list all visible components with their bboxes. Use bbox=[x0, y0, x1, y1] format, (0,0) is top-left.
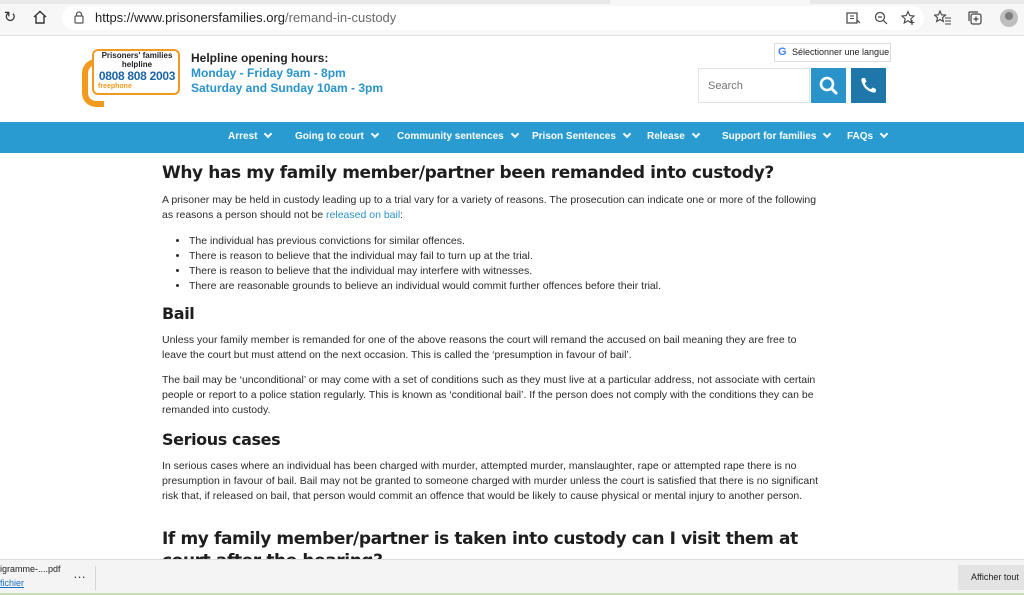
phone-icon bbox=[851, 68, 886, 103]
helpline-hours bbox=[191, 51, 383, 96]
chevron-down-icon bbox=[371, 130, 379, 138]
nav-item-label: Going to court bbox=[295, 131, 364, 142]
serious-cases-paragraph: In serious cases where an individual has been charged with murder, attempted murder, manslaughter, rape or attempted rape there is no presumption in favour of bail. Bail may not be granted to someone charged with murder unless the court is satisfied that there is no significant risk that, if released on bail, that person would commit an offence that would be likely to cause physical or mental injury to another person. bbox=[162, 460, 819, 502]
zoom-out-icon[interactable] bbox=[873, 10, 889, 26]
helpline-weekday: Monday - Friday 9am - 8pm bbox=[191, 66, 346, 80]
nav-item-faqs[interactable] bbox=[847, 122, 887, 153]
helpline-weekend: Saturday and Sunday 10am - 3pm bbox=[191, 81, 384, 95]
open-file-link[interactable]: fichier bbox=[0, 578, 25, 588]
divider bbox=[95, 566, 96, 590]
nav-item-label: Release bbox=[647, 131, 685, 142]
list-item: • There is reason to believe that the individual may interfere with witnesses. bbox=[189, 264, 822, 279]
add-favorite-icon[interactable] bbox=[900, 10, 916, 26]
site-header bbox=[0, 36, 1024, 122]
remand-reasons-list bbox=[162, 234, 822, 294]
home-icon[interactable] bbox=[31, 9, 49, 27]
refresh-icon[interactable]: ↻ bbox=[3, 9, 17, 26]
chevron-down-icon bbox=[692, 130, 700, 138]
url-text[interactable] bbox=[95, 10, 396, 25]
list-item: • There are reasonable grounds to believe an individual would commit further offences before their trial. bbox=[189, 279, 822, 294]
favorites-icon[interactable] bbox=[934, 9, 952, 27]
nav-item-label: Arrest bbox=[228, 131, 258, 142]
search-input[interactable] bbox=[698, 68, 810, 103]
address-bar[interactable] bbox=[62, 6, 924, 30]
nav-item-community-sentences[interactable] bbox=[397, 122, 518, 153]
logo-freephone: freephone bbox=[98, 83, 132, 90]
language-selector-label: Sélectionner une langue bbox=[792, 47, 890, 57]
nav-item-label: FAQs bbox=[847, 131, 874, 142]
bail-paragraph-1: Unless your family member is remanded for one of the above reasons the court will remand the accused on bail meaning they are free to leave the court but must attend on the next occasion. This is called the ‘presumption in favour of bail’. bbox=[162, 334, 797, 361]
tab-strip bbox=[0, 0, 1024, 4]
nav-item-arrest[interactable] bbox=[228, 122, 271, 153]
bail-paragraph-2: The bail may be ‘unconditional’ or may come with a set of conditions such as they must live at a particular address, not associate with certain people or report to a police station regularly. This is known as ‘conditional bail’. If the person does not comply with the conditions they can be remanded into custody. bbox=[162, 374, 816, 416]
heading-bail: Bail bbox=[162, 304, 195, 323]
list-item: • There is reason to believe that the individual may fail to turn up at the trial. bbox=[189, 249, 822, 264]
url-host: https://www.prisonersfamilies.org bbox=[95, 10, 286, 25]
chevron-down-icon bbox=[880, 130, 888, 138]
intro-text: A prisoner may be held in custody leading up to a trial vary for a variety of reasons. The prosecution can indicate one or more of the following as reasons a person should not be bbox=[162, 194, 817, 221]
language-selector-button[interactable] bbox=[774, 43, 891, 62]
nav-item-label: Prison Sentences bbox=[532, 131, 616, 142]
more-options-icon[interactable]: … bbox=[73, 566, 86, 581]
lock-icon[interactable] bbox=[72, 10, 86, 24]
active-tab-edge bbox=[610, 0, 810, 4]
nav-item-prison-sentences[interactable] bbox=[532, 122, 630, 153]
intro-text-end: : bbox=[400, 209, 404, 221]
chevron-down-icon bbox=[623, 130, 631, 138]
helpline-logo[interactable] bbox=[82, 47, 180, 109]
url-path: /remand-in-custody bbox=[285, 10, 397, 25]
google-icon: G bbox=[778, 46, 787, 58]
logo-phone-number: 0808 808 2003 bbox=[98, 69, 176, 83]
nav-item-label: Community sentences bbox=[397, 131, 504, 142]
intro-paragraph bbox=[162, 193, 822, 223]
list-item: • The individual has previous convictions for similar offences. bbox=[189, 234, 822, 249]
show-all-downloads-button[interactable]: Afficher tout bbox=[958, 565, 1024, 590]
logo-title: Prisoners' families helpline bbox=[101, 51, 173, 69]
released-on-bail-link[interactable]: released on bail bbox=[326, 209, 401, 221]
call-button[interactable] bbox=[851, 68, 886, 103]
nav-item-release[interactable] bbox=[647, 122, 699, 153]
chevron-down-icon bbox=[823, 130, 831, 138]
heading-serious-cases: Serious cases bbox=[162, 430, 281, 449]
heading-visit-at-court: If my family member/partner is taken into custody can I visit them at bbox=[162, 529, 798, 549]
download-file-name[interactable]: igramme-....pdf bbox=[0, 564, 61, 574]
search-icon bbox=[811, 68, 846, 103]
chevron-down-icon bbox=[510, 130, 518, 138]
nav-item-label: Support for families bbox=[722, 131, 817, 142]
main-navigation bbox=[0, 122, 1024, 153]
nav-item-support-for-families[interactable] bbox=[722, 122, 830, 153]
collections-icon[interactable] bbox=[966, 9, 984, 27]
helpline-title: Helpline opening hours: bbox=[191, 51, 329, 65]
heading-remanded: Why has my family member/partner been remanded into custody? bbox=[162, 163, 774, 183]
search-button[interactable] bbox=[811, 68, 846, 103]
browser-toolbar bbox=[0, 0, 1024, 36]
download-bar bbox=[0, 559, 1024, 595]
reader-view-icon[interactable] bbox=[845, 10, 861, 26]
chevron-down-icon bbox=[264, 130, 272, 138]
nav-item-going-to-court[interactable] bbox=[295, 122, 378, 153]
profile-avatar[interactable] bbox=[1000, 9, 1018, 27]
